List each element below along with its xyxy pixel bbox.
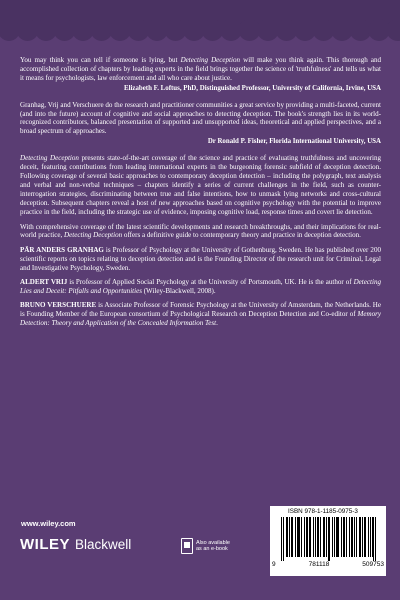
barcode-bar bbox=[287, 517, 288, 557]
barcode-digits bbox=[272, 561, 384, 568]
quote-text: You may think you can tell if someone is lying, but bbox=[20, 56, 181, 64]
barcode-bar bbox=[368, 517, 369, 557]
barcode-bar bbox=[351, 517, 352, 557]
barcode-bar bbox=[372, 517, 373, 557]
logo-wiley: WILEY bbox=[20, 536, 70, 553]
barcode-bar bbox=[375, 517, 376, 561]
barcode-bar bbox=[295, 517, 296, 557]
barcode-bar bbox=[309, 517, 310, 557]
publisher-url[interactable]: www.wiley.com bbox=[21, 519, 76, 528]
barcode-bar bbox=[336, 517, 337, 557]
barcode-bar bbox=[344, 517, 345, 557]
ebook-line-1: Also available bbox=[196, 539, 230, 546]
description-paragraph-2 bbox=[20, 223, 381, 241]
bio-verschuere bbox=[20, 301, 381, 328]
barcode-bar bbox=[304, 517, 305, 557]
barcode-bar bbox=[365, 517, 366, 557]
barcode-panel bbox=[270, 506, 386, 576]
ebook-badge bbox=[181, 538, 230, 554]
bio-text: is Professor of Applied Social Psychology at the University of Portsmouth, UK. He is the author of bbox=[67, 278, 354, 287]
barcode-bar bbox=[301, 517, 302, 557]
barcode-bar bbox=[362, 517, 363, 557]
barcode-bar bbox=[346, 517, 347, 557]
book-title-italic: Detecting Lies and Deceit: Pitfalls and Opportunities bbox=[20, 278, 381, 295]
barcode-bar bbox=[292, 517, 293, 557]
endorsement-loftus bbox=[20, 56, 381, 83]
barcode-bar bbox=[310, 517, 311, 557]
barcode-bar bbox=[307, 517, 308, 557]
barcode-bar bbox=[349, 517, 350, 557]
scalloped-top-border bbox=[0, 0, 400, 50]
endorsement-attribution-loftus: Elizabeth F. Loftus, PhD, Distinguished Professor, University of California, Irvine, USA bbox=[123, 84, 381, 92]
barcode-bar bbox=[332, 517, 333, 557]
ebook-label bbox=[196, 540, 230, 553]
barcode-bar bbox=[320, 517, 321, 557]
isbn-label: ISBN 978-1-1185-0975-3 bbox=[288, 508, 358, 515]
barcode-bar bbox=[286, 517, 287, 557]
book-title-italic: Detecting Deception bbox=[180, 56, 241, 64]
barcode-bar bbox=[328, 517, 329, 561]
wiley-blackwell-logo bbox=[20, 536, 131, 556]
barcode-bar bbox=[343, 517, 344, 557]
barcode-bar bbox=[299, 517, 300, 557]
barcode-bar bbox=[334, 517, 335, 557]
bio-text: is Professor of Psychology at the University of Gothenburg, Sweden. He has published over 200 scientific reports on topics relating to deception detection and is the Founding Director of the research unit for Criminal, Legal and Investigative Psychology, Sweden. bbox=[20, 246, 381, 273]
barcode-bar bbox=[289, 517, 290, 557]
barcode-bar bbox=[373, 517, 374, 561]
back-cover-text bbox=[20, 56, 381, 333]
description-text: With comprehensive coverage of the latest scientific developments and research breakthroughs, and their implications for real-world practice, bbox=[20, 222, 381, 240]
endorsement-attribution-fisher: Dr Ronald P. Fisher, Florida International University, USA bbox=[207, 138, 381, 146]
description-text: offers a definitive guide to contemporary theory and practice in deception detection. bbox=[122, 231, 361, 240]
ebook-icon bbox=[181, 538, 193, 554]
ebook-line-2: as an e-book bbox=[196, 546, 228, 552]
barcode-bar bbox=[370, 517, 371, 557]
barcode-bar bbox=[324, 517, 325, 557]
barcode-bar bbox=[356, 517, 357, 557]
barcode-bar bbox=[323, 517, 324, 557]
barcode-bar bbox=[352, 517, 353, 557]
barcode-digit-group: 9 bbox=[272, 561, 276, 568]
barcode-bar bbox=[317, 517, 318, 557]
bio-granhag bbox=[20, 246, 381, 273]
author-name: ALDERT VRIJ bbox=[20, 278, 68, 287]
bio-text: (Wiley-Blackwell, 2008). bbox=[141, 286, 216, 295]
barcode bbox=[281, 517, 377, 561]
quote-text: will make you think again. This thorough and accomplished collection of chapters by leading experts in the field brings together the science of 'truthfulness' and tells us what it means for psychologists, law enforcement and all who care about justice. bbox=[20, 56, 381, 82]
book-title-italic: Detecting Deception bbox=[20, 154, 79, 163]
barcode-bar bbox=[306, 517, 307, 557]
barcode-bar bbox=[315, 517, 316, 557]
barcode-bar bbox=[341, 517, 342, 557]
bio-vrij bbox=[20, 278, 381, 296]
bio-text: is Associate Professor of Forensic Psychology at the University of Amsterdam, the Netherlands. He is Founding Member of the European consortium of Psychological Research on Deception Detection and Co-editor of bbox=[20, 300, 382, 318]
barcode-bar bbox=[338, 517, 339, 557]
bio-text: . bbox=[216, 318, 218, 327]
barcode-bar bbox=[364, 517, 365, 557]
barcode-bar bbox=[360, 517, 361, 557]
endorsement-fisher: Granhag, Vrij and Verschuere do the research and practitioner communities a great service by providing a multi-faceted, current (and into the future) account of cognitive and social approaches to detecting deception. The book's strength lies in its world-recognized contributors, balanced presentation of supported and unsupported ideas, theoretical and applied perspectives, and a broad spectrum of approaches. bbox=[20, 100, 381, 136]
barcode-bar bbox=[359, 517, 360, 557]
barcode-bar bbox=[298, 517, 299, 557]
barcode-bar bbox=[313, 517, 314, 557]
barcode-bar bbox=[337, 517, 338, 557]
barcode-bar bbox=[329, 517, 330, 561]
logo-blackwell: Blackwell bbox=[75, 537, 132, 552]
barcode-bar bbox=[354, 517, 355, 557]
barcode-bar bbox=[283, 517, 284, 561]
barcode-digit-group: 781118 bbox=[308, 561, 330, 568]
barcode-digit-group: 509753 bbox=[362, 561, 384, 568]
barcode-bar bbox=[326, 517, 327, 557]
book-title-italic: Memory Detection: Theory and Application of the Concealed Information Test bbox=[20, 309, 381, 327]
book-title-italic: Detecting Deception bbox=[64, 231, 123, 240]
barcode-bar bbox=[318, 517, 319, 557]
description-text: presents state-of-the-art coverage of the science and practice of evaluating truthfulness and uncovering deceit, featuring contributions from leading international experts in the burgeoning forensic subfield of deception detection. Following coverage of several basic approaches to contemporary deception detection – including the polygraph, text analysis and verbal and non-verbal techniques – chapters identify a series of current challenges in the field, such as counter-interrogation strategies, discriminating between true and false intentions, how to unmask lying networks and cross-cultural deception. Subsequent chapters reveal a host of new approaches based on cognitive psychology with the potential to improve practice in the field, including the strategic use of evidence, imposing cognitive load, response times and covert lie detection. bbox=[20, 154, 381, 216]
barcode-bar bbox=[291, 517, 292, 557]
author-name: BRUNO VERSCHUERE bbox=[20, 300, 97, 309]
barcode-bar bbox=[281, 517, 282, 561]
author-name: PÄR ANDERS GRANHAG bbox=[20, 246, 104, 255]
description-paragraph-1 bbox=[20, 154, 381, 216]
barcode-bar bbox=[297, 517, 298, 557]
